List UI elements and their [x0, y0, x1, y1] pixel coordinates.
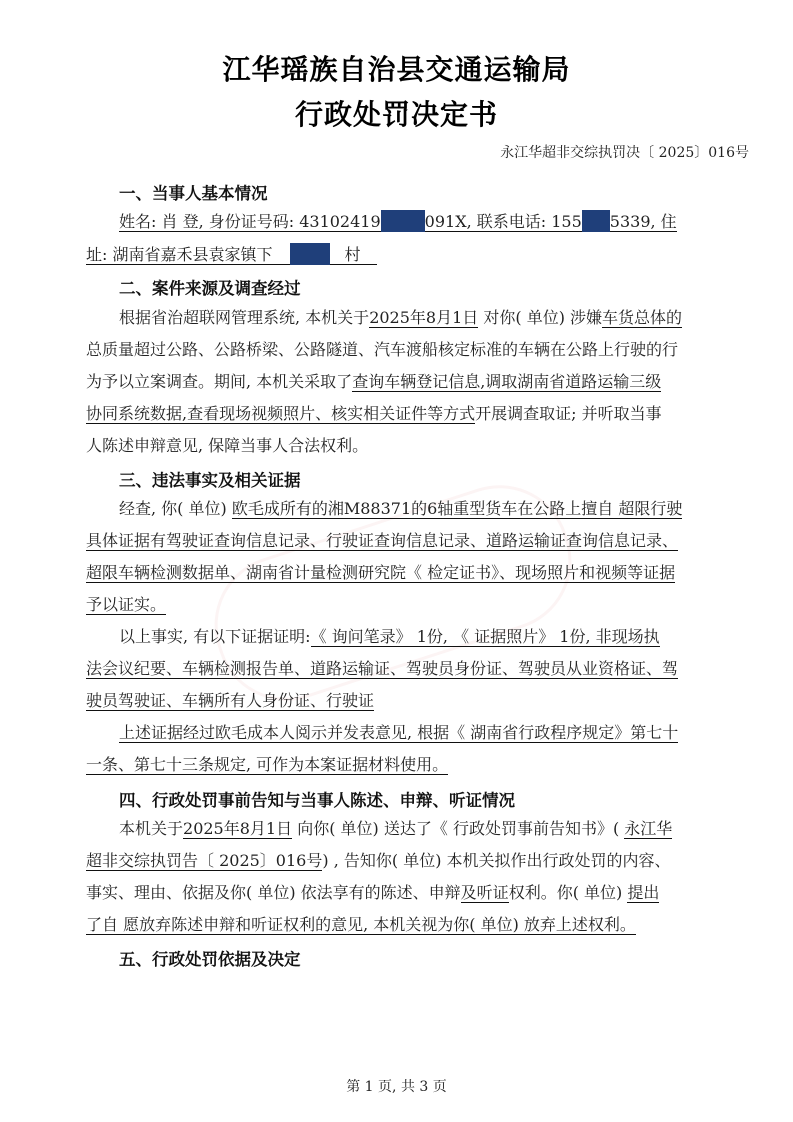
document-title-type: 行政处罚决定书: [294, 98, 498, 131]
section-3-line-4: 予以证实。: [86, 595, 167, 614]
section-3-line-6: 法会议纪要、车辆检测报告单、道路运输证、驾驶员身份证、驾驶员从业资格证、驾: [86, 659, 679, 678]
document-number: 永江华超非交综执罚决〔 2025〕016号: [500, 145, 749, 161]
document-title-agency: 江华瑶族自治县交通运输局: [222, 53, 571, 86]
section-2-line-3: 为予以立案调查。期间, 本机关采取了查询车辆登记信息,调取湖南省道路运输三级: [86, 372, 662, 391]
section-4-line-4: 了自 愿放弃陈述申辩和听证权利的意见, 本机关视为你( 单位) 放弃上述权利。: [86, 915, 636, 934]
section-1-heading: 一、当事人基本情况: [119, 184, 268, 203]
section-4-line-2: 超非交综执罚告〔 2025〕016号) , 告知你( 单位) 本机关拟作出行政处罚的内容、: [86, 851, 671, 870]
section-4-line-3: 事实、理由、依据及你( 单位) 依法享有的陈述、申辩及听证权利。你( 单位) 提出: [86, 883, 660, 902]
section-2-line-5: 人陈述申辩意见, 保障当事人合法权利。: [86, 436, 369, 455]
section-5-heading: 五、行政处罚依据及决定: [119, 950, 301, 969]
redaction-box: [381, 210, 425, 232]
section-3-line-1: 经查, 你( 单位) 欧毛成所有的湘M88371的6轴重型货车在公路上擅自 超限行驶: [119, 499, 683, 518]
section-4-heading: 四、行政处罚事前告知与当事人陈述、申辩、听证情况: [119, 791, 515, 810]
section-3-line-8: 上述证据经过欧毛成本人阅示并发表意见, 根据《 湖南省行政程序规定》第七十: [119, 723, 679, 742]
section-2-line-1: 根据省治超联网管理系统, 本机关于2025年8月1日 对你( 单位) 涉嫌车货总体的: [119, 308, 683, 327]
party-info-text: 姓名: 肖 登, 身份证号码: 43102419 091X, 联系电话: 155 5339, 住: [119, 212, 677, 231]
redaction-box: [290, 243, 330, 265]
section-2-heading: 二、案件来源及调查经过: [119, 279, 301, 298]
section-3-line-9: 一条、第七十三条规定, 可作为本案证据材料使用。: [86, 755, 449, 774]
section-2-line-2: 总质量超过公路、公路桥梁、公路隧道、汽车渡船核定标准的车辆在公路上行驶的行: [86, 340, 679, 359]
section-3-line-3: 超限车辆检测数据单、湖南省计量检测研究院《 检定证书》、现场照片和视频等证据: [86, 563, 676, 582]
section-3-line-7: 驶员驾驶证、车辆所有人身份证、行驶证: [86, 691, 375, 710]
party-info-line-1: [119, 210, 677, 233]
section-3-line-2: 具体证据有驾驶证查询信息记录、行驶证查询信息记录、道路运输证查询信息记录、: [86, 531, 679, 550]
section-4-line-1: 本机关于2025年8月1日 向你( 单位) 送达了《 行政处罚事前告知书》( 永江华: [119, 819, 673, 838]
section-3-line-5: 以上事实, 有以下证据证明:《 询问笔录》 1份, 《 证据照片》 1份, 非现场执: [119, 627, 660, 646]
party-address: 址: 湖南省嘉禾县袁家镇下 村: [86, 245, 377, 265]
page-footer: 第 1 页, 共 3 页: [346, 1079, 447, 1095]
section-2-line-4: 协同系统数据,查看现场视频照片、核实相关证件等方式开展调查取证; 并听取当事: [86, 404, 662, 423]
redaction-box: [582, 210, 610, 232]
section-3-heading: 三、违法事实及相关证据: [119, 471, 301, 490]
party-info-line-2: [86, 243, 377, 266]
